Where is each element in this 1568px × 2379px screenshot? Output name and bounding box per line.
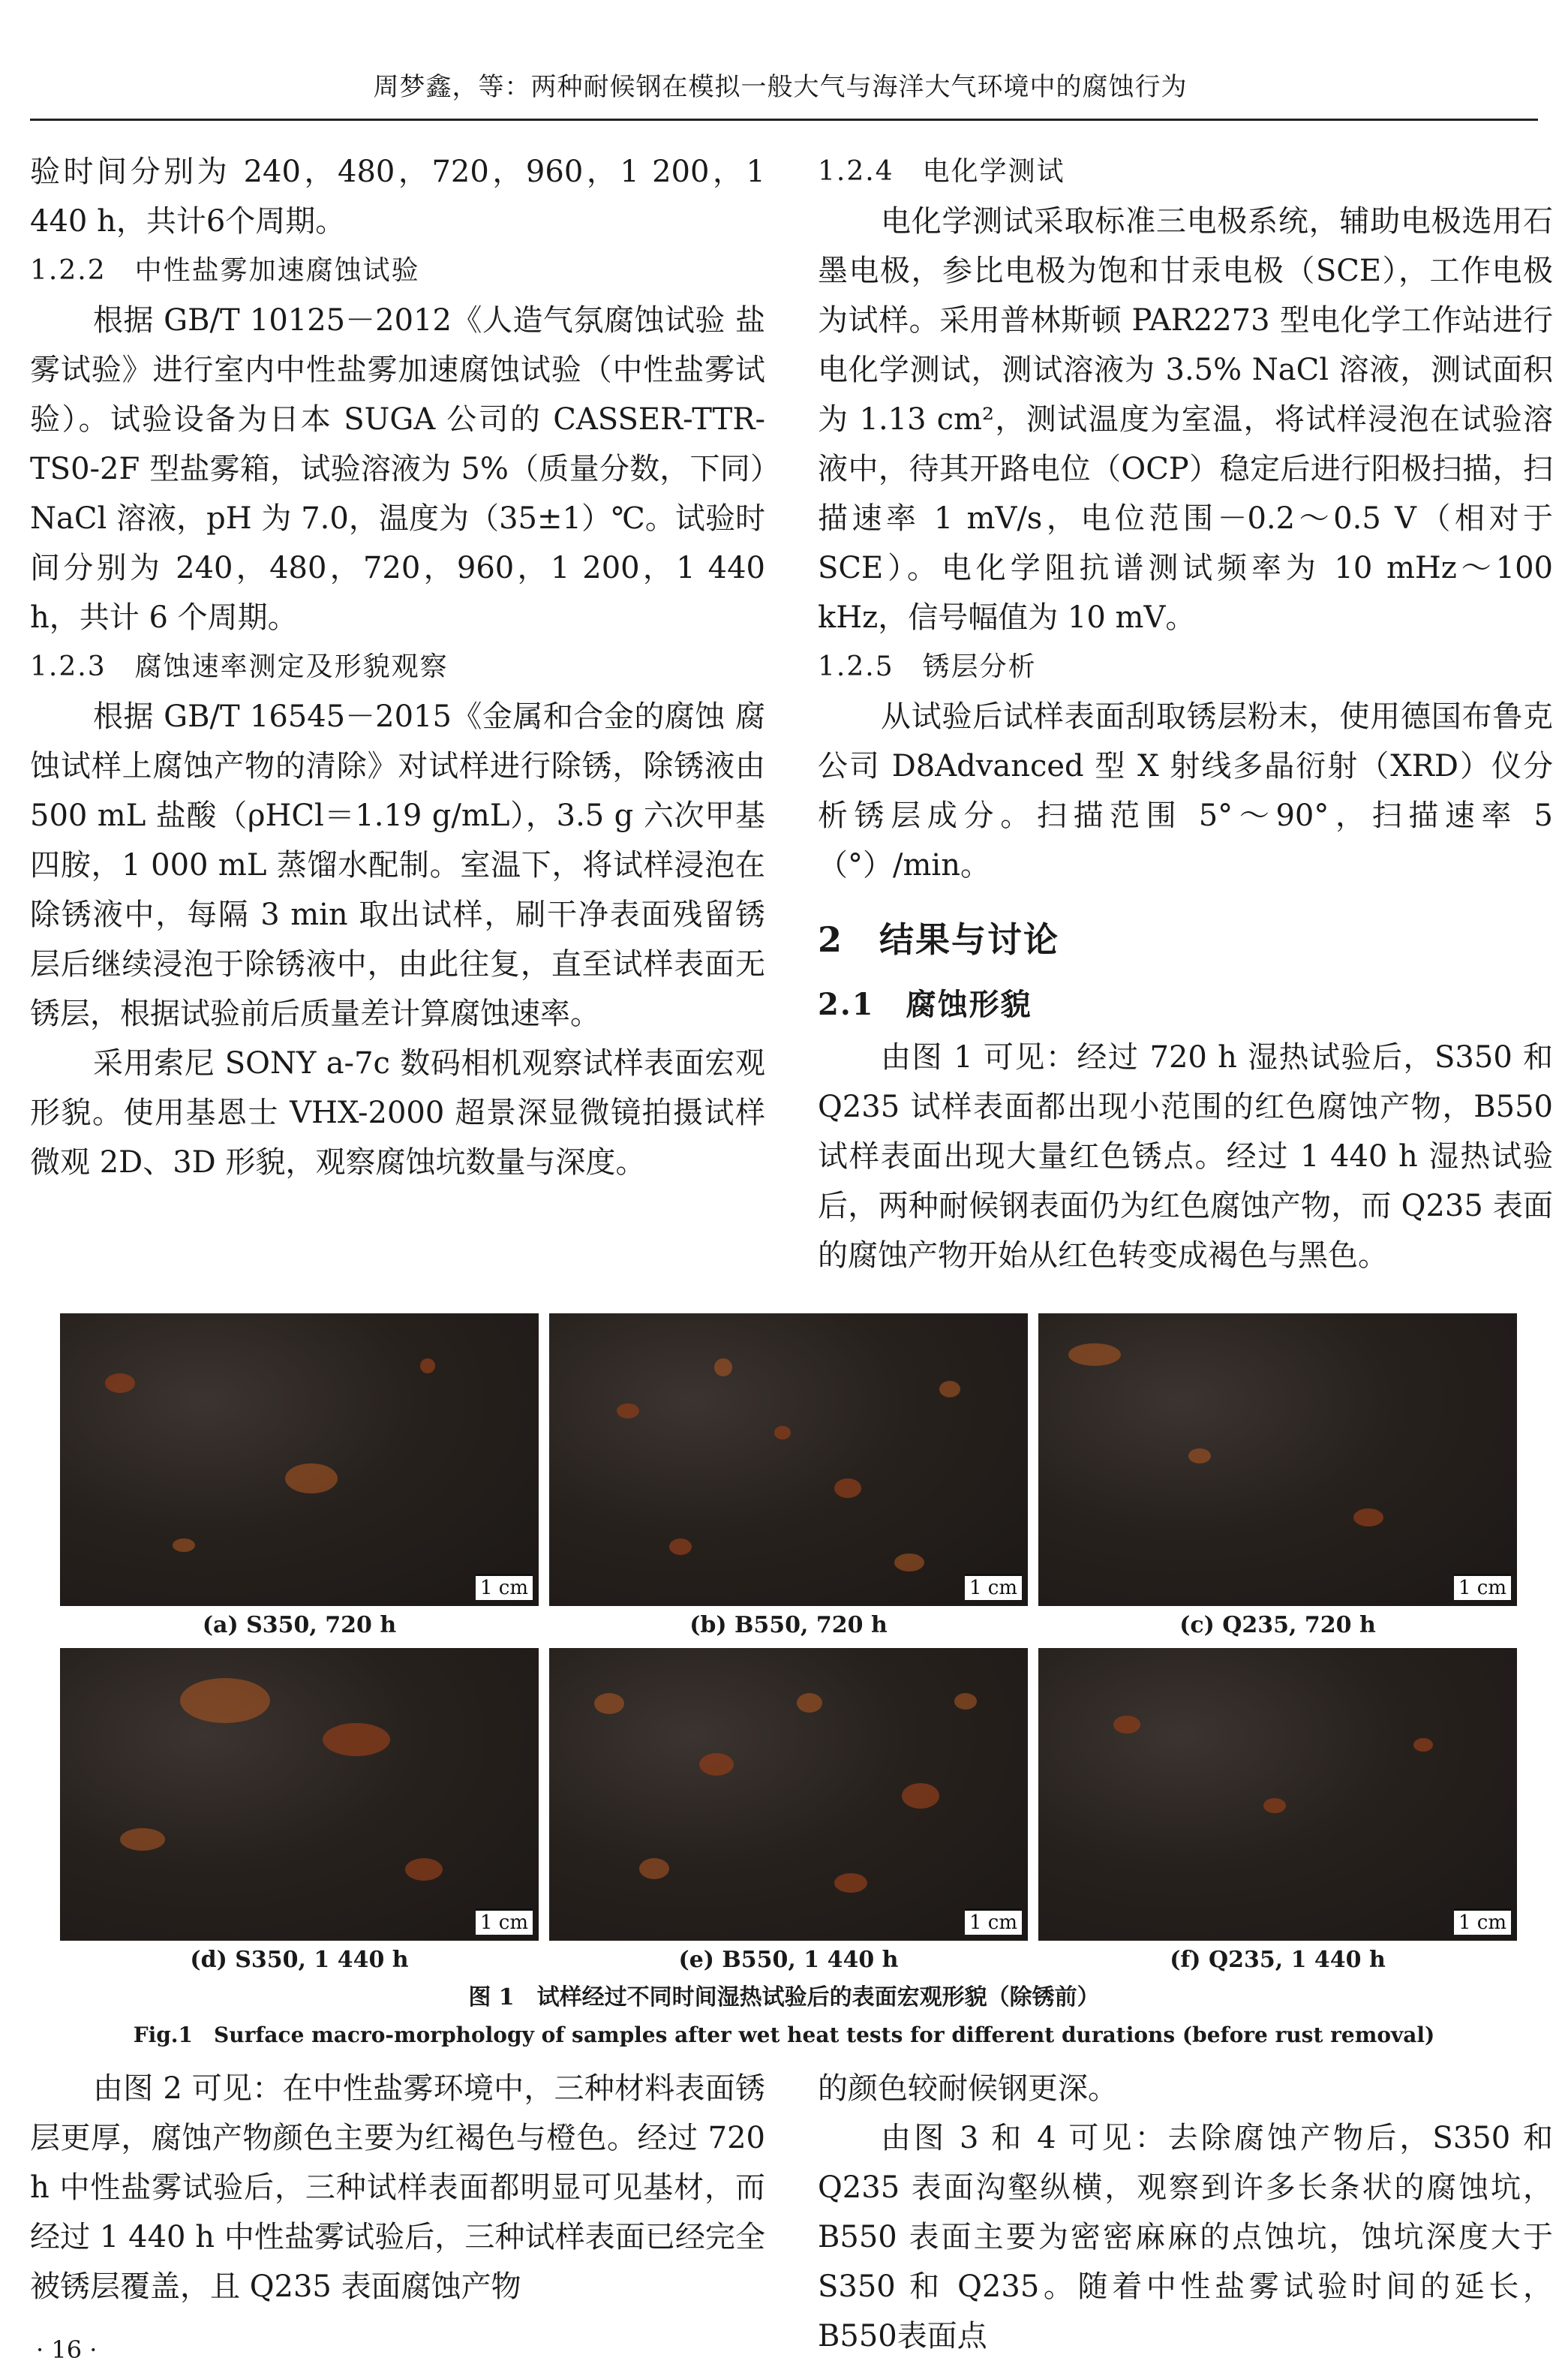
caption-a: (a) S350, 720 h xyxy=(202,1612,397,1638)
page-number: · 16 · xyxy=(36,2335,98,2364)
photo-d xyxy=(60,1648,539,1941)
right-column xyxy=(818,147,1553,1280)
paragraph: 采用索尼 SONY a-7c 数码相机观察试样表面宏观形貌。使用基恩士 VHX-2000 超景深显微镜拍摄试样微观 2D、3D 形貌，观察腐蚀坑数量与深度。 xyxy=(30,1046,765,1180)
scale-bar: 1 cm xyxy=(476,1908,533,1935)
caption-d: (d) S350, 1 440 h xyxy=(190,1947,409,1973)
figure-caption-cn: 图 1 试样经过不同时间湿热试验后的表面宏观形貌（除锈前） xyxy=(468,1984,1100,2011)
subsection-heading: 2.1 腐蚀形貌 xyxy=(818,987,1032,1022)
paragraph: 由图 2 可见：在中性盐雾环境中，三种材料表面锈层更厚，腐蚀产物颜色主要为红褐色与橙色。经过 720 h 中性盐雾试验后，三种试样表面都明显可见基材，而经过 1 440 h 中性盐雾试验后，三种试样表面已经完全被锈层覆盖，且 Q235 表面腐蚀产物 xyxy=(30,2071,765,2304)
subsection-heading: 1.2.3 腐蚀速率测定及形貌观察 xyxy=(30,651,449,682)
scale-bar: 1 cm xyxy=(1454,1574,1511,1600)
scale-bar: 1 cm xyxy=(1454,1908,1511,1935)
bottom-left-column xyxy=(30,2064,765,2311)
photo-b xyxy=(549,1313,1028,1606)
caption-e: (e) B550, 1 440 h xyxy=(678,1947,899,1973)
section-heading: 2 结果与讨论 xyxy=(818,919,1060,960)
running-header: 周梦鑫，等：两种耐候钢在模拟一般大气与海洋大气环境中的腐蚀行为 xyxy=(373,72,1188,102)
subsection-heading: 1.2.5 锈层分析 xyxy=(818,651,1037,682)
left-column xyxy=(30,147,765,1187)
header-rule xyxy=(30,119,1538,121)
paragraph: 根据 GB/T 16545－2015《金属和合金的腐蚀 腐蚀试样上腐蚀产物的清除》对试样进行除锈，除锈液由 500 mL 盐酸（ρHCl＝1.19 g/mL），3.5 g 六次甲基四胺，1 000 mL 蒸馏水配制。室温下，将试样浸泡在除锈液中，每隔 3 min 取出试样，刷干净表面残留锈层后继续浸泡于除锈液中，由此往复，直至试样表面无锈层，根据试验前后质量差计算腐蚀速率。 xyxy=(30,699,765,1031)
subsection-heading: 1.2.2 中性盐雾加速腐蚀试验 xyxy=(30,255,420,286)
paragraph: 由图 1 可见：经过 720 h 湿热试验后，S350 和 Q235 试样表面都出现小范围的红色腐蚀产物，B550 试样表面出现大量红色锈点。经过 1 440 h 湿热试验后，两种耐候钢表面仍为红色腐蚀产物，而 Q235 表面的腐蚀产物开始从红色转变成褐色与黑色。 xyxy=(818,1040,1553,1273)
paragraph: 验时间分别为 240，480，720，960，1 200，1 440 h，共计6个周期。 xyxy=(30,155,765,239)
bottom-right-column xyxy=(818,2064,1553,2361)
paragraph: 根据 GB/T 10125－2012《人造气氛腐蚀试验 盐雾试验》进行室内中性盐雾加速腐蚀试验（中性盐雾试验）。试验设备为日本 SUGA 公司的 CASSER-TTR-TS0-2F 型盐雾箱，试验溶液为 5%（质量分数，下同）NaCl 溶液，pH 为 7.0，温度为（35±1）℃。试验时间分别为 240，480，720，960，1 200，1 440 h，共计 6 个周期。 xyxy=(30,303,765,635)
paragraph: 电化学测试采取标准三电极系统，辅助电极选用石墨电极，参比电极为饱和甘汞电极（SCE），工作电极为试样。采用普林斯顿 PAR2273 型电化学工作站进行电化学测试，测试溶液为 3.5% NaCl 溶液，测试面积为 1.13 cm²，测试温度为室温，将试样浸泡在试验溶液中，待其开路电位（OCP）稳定后进行阳极扫描，扫描速率 1 mV/s，电位范围－0.2～0.5 V（相对于 SCE）。电化学阻抗谱测试频率为 10 mHz～100 kHz，信号幅值为 10 mV。 xyxy=(818,204,1553,635)
photo-e xyxy=(549,1648,1028,1941)
photo-c xyxy=(1038,1313,1517,1606)
paragraph: 由图 3 和 4 可见：去除腐蚀产物后，S350 和 Q235 表面沟壑纵横，观察到许多长条状的腐蚀坑，B550 表面主要为密密麻麻的点蚀坑，蚀坑深度大于 S350 和 Q235。随着中性盐雾试验时间的延长，B550表面点 xyxy=(818,2121,1553,2353)
scale-bar: 1 cm xyxy=(965,1574,1022,1600)
caption-f: (f) Q235, 1 440 h xyxy=(1170,1947,1386,1973)
caption-b: (b) B550, 720 h xyxy=(689,1612,888,1638)
figure-caption-en: Fig.1 Surface macro-morphology of samples after wet heat tests for different durations (before rust removal) xyxy=(133,2023,1435,2047)
photo-f xyxy=(1038,1648,1517,1941)
subsection-heading: 1.2.4 电化学测试 xyxy=(818,156,1065,187)
scale-bar: 1 cm xyxy=(965,1908,1022,1935)
paragraph: 的颜色较耐候钢更深。 xyxy=(818,2071,1118,2106)
caption-c: (c) Q235, 720 h xyxy=(1179,1612,1376,1638)
photo-a xyxy=(60,1313,539,1606)
paragraph: 从试验后试样表面刮取锈层粉末，使用德国布鲁克公司 D8Advanced 型 X 射线多晶衍射（XRD）仪分析锈层成分。扫描范围 5°～90°，扫描速率 5（°）/min。 xyxy=(818,699,1553,883)
scale-bar: 1 cm xyxy=(476,1574,533,1600)
